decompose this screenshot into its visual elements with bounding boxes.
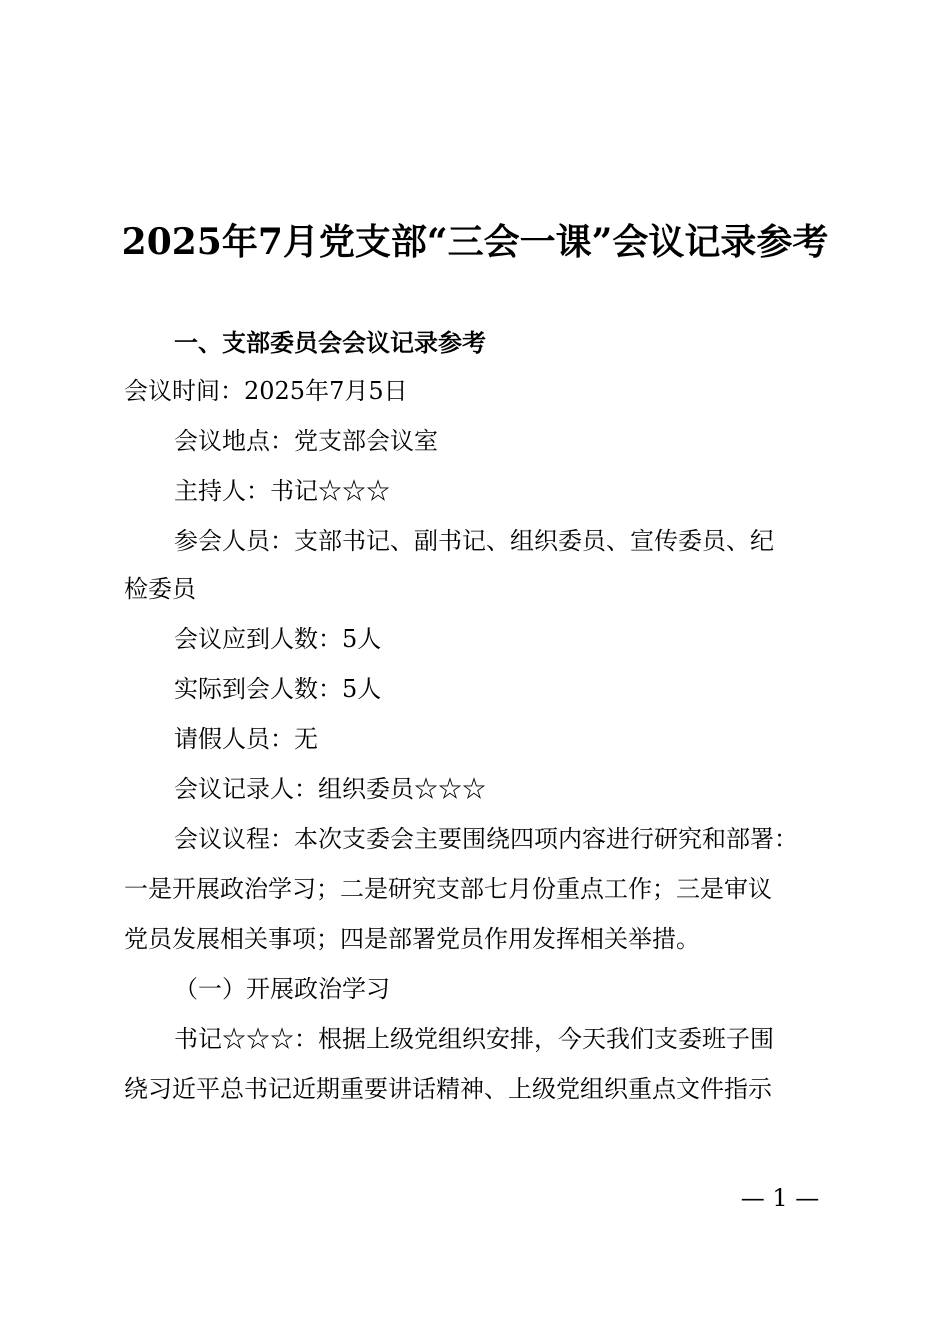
document-body [124,318,824,1118]
document-title: 2025年7月党支部“三会一课”会议记录参考 [121,221,829,263]
meeting-place: 会议地点：党支部会议室 [174,427,438,455]
actual-count: 实际到会人数：5人 [174,675,382,703]
meeting-host: 主持人：书记☆☆☆ [174,477,390,505]
meeting-recorder: 会议记录人：组织委员☆☆☆ [174,775,486,803]
speech-line-2: 绕习近平总书记近期重要讲话精神、上级党组织重点文件指示 [124,1075,772,1103]
attendees-line-1: 参会人员：支部书记、副书记、组织委员、宣传委员、纪 [174,527,774,555]
subsection-heading-1: （一）开展政治学习 [174,975,390,1003]
section-heading: 一、支部委员会会议记录参考 [174,328,486,357]
page-number: — 1 — [740,1184,820,1212]
attendees-line-2: 检委员 [124,575,196,603]
absent-members: 请假人员：无 [174,725,318,753]
agenda-line-1: 会议议程：本次支委会主要围绕四项内容进行研究和部署： [174,825,798,853]
agenda-line-2: 一是开展政治学习；二是研究支部七月份重点工作；三是审议 [124,875,772,903]
speech-line-1: 书记☆☆☆：根据上级党组织安排，今天我们支委班子围 [174,1025,774,1053]
meeting-time: 会议时间：2025年7月5日 [124,377,408,405]
expected-count: 会议应到人数：5人 [174,625,382,653]
agenda-line-3: 党员发展相关事项；四是部署党员作用发挥相关举措。 [124,925,700,953]
